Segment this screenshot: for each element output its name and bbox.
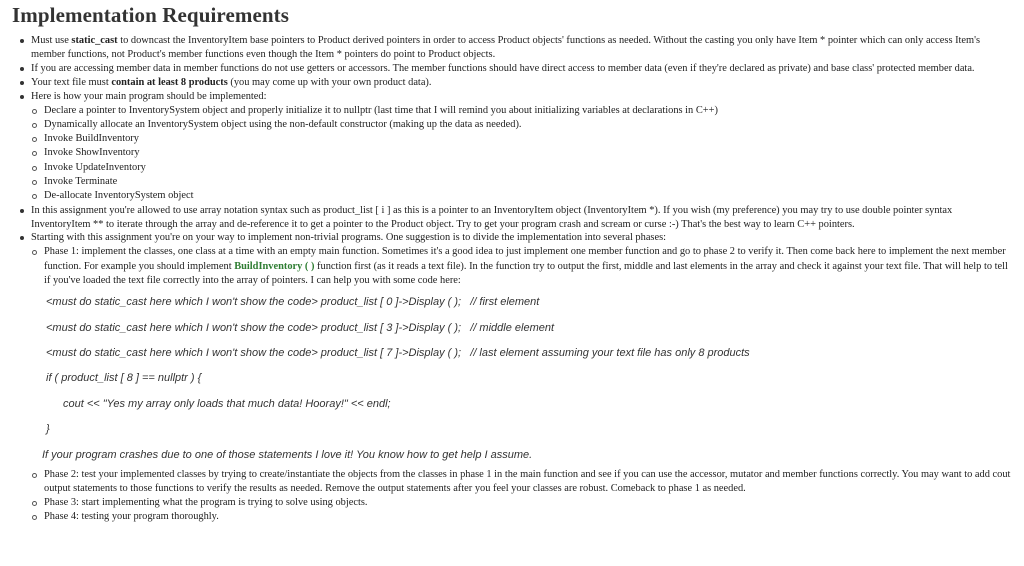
- sub-list-item: Declare a pointer to InventorySystem object and properly initialize it to nullptr (last time that I will remind you about initializing variables at declarations in C++): [31, 104, 1012, 118]
- list-item: [12, 34, 1012, 62]
- code-line: <must do static_cast here which I won't show the code> product_list [ 3 ]->Display ( ); // middle element: [46, 321, 555, 334]
- text: Phase 1: implement the classes, one class at a time with an empty main function. Sometimes it's a good idea to just implement one member function and go to phase 2 to verify it. Then come back here to implement the next member function. For example you should implement: [44, 246, 1006, 272]
- text: Your text file must: [31, 76, 112, 88]
- text: to downcast the InventoryItem base pointers to Product derived pointers in order to access Product objects' functions as needed. Without the casting you only have Item * pointer which can only access Item's member functions, not Product's member functions even though the Item * pointers do point to Product objects.: [31, 35, 981, 60]
- list-item: [12, 231, 1012, 524]
- phase1-text: [44, 245, 1012, 288]
- bold-text: static_cast: [71, 35, 118, 46]
- text: Starting with this assignment you're on your way to implement non-trivial programs. One suggestion is to divide the implementation into several phases:: [31, 232, 667, 244]
- code-block: [46, 290, 1012, 442]
- sub-list-item: Phase 3: start implementing what the program is trying to solve using objects.: [31, 496, 1012, 510]
- list-item: [12, 90, 1012, 204]
- bold-text: contain at least 8 products: [111, 76, 228, 88]
- code-line: if ( product_list [ 8 ] == nullptr ) {: [46, 372, 202, 385]
- phases-list: [31, 245, 1012, 524]
- sub-list-item: [31, 245, 1012, 467]
- main-steps-list: [31, 104, 1012, 204]
- list-item: [12, 76, 1012, 90]
- sub-list-item: Invoke BuildInventory: [31, 132, 1012, 146]
- code-line: }: [46, 423, 50, 436]
- highlight-text: BuildInventory ( ): [234, 260, 315, 272]
- sub-list-item: Phase 2: test your implemented classes by trying to create/instantiate the objects from the classes in phase 1 in the main function and see if you can use the accessor, mutator and member functions correctly. You may want to add cout output statements to those functions to verify the results as needed. Remove the output statements after you feel your classes are robust. Comeback to phase 1 as needed.: [31, 468, 1012, 497]
- text: Here is how your main program should be implemented:: [31, 90, 267, 102]
- sub-list-item: Invoke UpdateInventory: [31, 161, 1012, 175]
- sub-list-item: Phase 4: testing your program thoroughly.: [31, 510, 1012, 524]
- sub-list-item: Invoke Terminate: [31, 175, 1012, 189]
- sub-list-item: De-allocate InventorySystem object: [31, 189, 1012, 203]
- page-title: Implementation Requirements: [12, 3, 290, 27]
- requirements-list: [12, 34, 1012, 525]
- after-code-note: If your program crashes due to one of those statements I love it! You know how to get help I assume.: [42, 448, 533, 461]
- sub-list-item: Invoke ShowInventory: [31, 146, 1012, 160]
- text: Must use: [31, 35, 72, 46]
- list-item: In this assignment you're allowed to use array notation syntax such as product_list [ i ] as this is a pointer to an InventoryItem object (InventoryItem *). If you wish (my preference) you may try to use double pointer syntax InventoryItem ** to iterate through the array and de-reference it to get a pointer to the Product object. Try to get your program crash and scream or curse :-) That's the best way to learn C++ pointers.: [12, 204, 1012, 232]
- text: (you may come up with your own product data).: [227, 76, 432, 88]
- code-line: cout << "Yes my array only loads that much data! Hooray!" << endl;: [63, 397, 391, 410]
- text: function first (as it reads a text file). In the function try to output the first, middle and last elements in the array and check it against your text file. That will help to tell if you've loaded the text file correctly into the array of pointers. I can help you with some code here:: [44, 260, 1008, 286]
- list-item: If you are accessing member data in member functions do not use getters or accessors. The member functions should have direct access to member data (even if they're declared as private) and base class' protected member data.: [12, 62, 1012, 76]
- code-line: <must do static_cast here which I won't show the code> product_list [ 0 ]->Display ( ); // first element: [46, 296, 540, 309]
- sub-list-item: Dynamically allocate an InventorySystem object using the non-default constructor (making up the data as needed).: [31, 118, 1012, 132]
- code-line: <must do static_cast here which I won't show the code> product_list [ 7 ]->Display ( ); // last element assuming your text file has only 8 products: [46, 347, 750, 359]
- page: [12, 3, 1012, 525]
